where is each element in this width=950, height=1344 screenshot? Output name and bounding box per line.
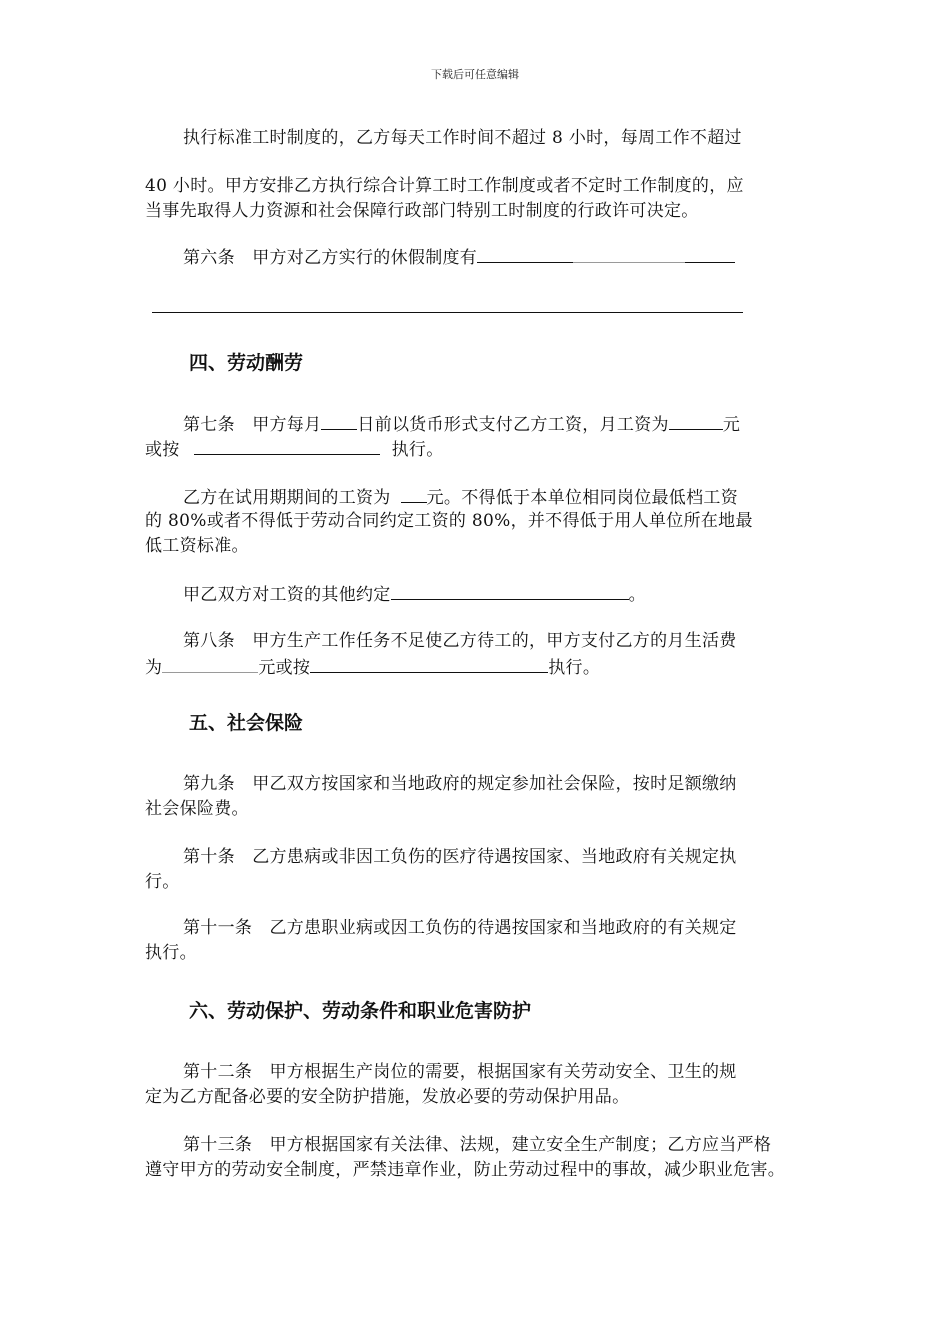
paragraph-line: 定为乙方配备必要的安全防护措施，发放必要的劳动保护用品。 xyxy=(145,1087,630,1107)
blank-field[interactable] xyxy=(685,246,735,263)
article-8-text: 执行。 xyxy=(548,658,601,678)
article-7-text: 日前以货币形式支付乙方工资，月工资为 xyxy=(357,415,669,435)
trial-wage-text: 乙方在试用期期间的工资为 xyxy=(183,488,391,508)
paragraph-line: 第十一条 乙方患职业病或因工负伤的待遇按国家和当地政府的有关规定 xyxy=(183,918,737,938)
paragraph-line: 第十二条 甲方根据生产岗位的需要，根据国家有关劳动安全、卫生的规 xyxy=(183,1062,737,1082)
article-7-text: 或按 xyxy=(145,440,180,460)
paragraph-line: 的 80%或者不得低于劳动合同约定工资的 80%，并不得低于用人单位所在地最 xyxy=(145,511,753,531)
blank-field[interactable] xyxy=(194,438,380,455)
trial-wage-text: 元。不得低于本单位相同岗位最低档工资 xyxy=(426,488,739,508)
paragraph-line: 执行。 xyxy=(145,943,197,963)
blank-field[interactable] xyxy=(477,246,573,263)
article-7 xyxy=(183,413,740,435)
blank-field[interactable] xyxy=(162,656,258,673)
trial-wage xyxy=(183,486,738,508)
paragraph-line: 执行标准工时制度的，乙方每天工作时间不超过 8 小时，每周工作不超过 xyxy=(183,128,742,148)
article-8-text: 为 xyxy=(145,658,163,678)
paragraph-line: 当事先取得人力资源和社会保障行政部门特别工时制度的行政许可决定。 xyxy=(145,201,699,221)
section-heading-5: 五、社会保险 xyxy=(189,712,304,734)
paragraph-line: 第九条 甲乙双方按国家和当地政府的规定参加社会保险，按时足额缴纳 xyxy=(183,774,737,794)
paragraph-line: 40 小时。甲方安排乙方执行综合计算工时工作制度或者不定时工作制度的，应 xyxy=(145,176,744,196)
article-8-cont xyxy=(145,656,600,678)
article-7-text: 第七条 甲方每月 xyxy=(183,415,322,435)
article-7-cont xyxy=(145,438,444,460)
other-agreement-text: 。 xyxy=(628,585,646,605)
blank-field[interactable] xyxy=(321,413,357,430)
article-6-text: 第六条 甲方对乙方实行的休假制度有 xyxy=(183,248,478,268)
blank-field[interactable] xyxy=(573,246,685,263)
article-7-text: 元 xyxy=(722,415,741,435)
other-agreement-text: 甲乙双方对工资的其他约定 xyxy=(183,585,391,605)
article-8-text: 元或按 xyxy=(258,658,311,678)
section-heading-4: 四、劳动酬劳 xyxy=(189,352,304,374)
blank-field[interactable] xyxy=(391,583,629,600)
paragraph-line: 第八条 甲方生产工作任务不足使乙方待工的，甲方支付乙方的月生活费 xyxy=(183,631,737,651)
blank-field[interactable] xyxy=(401,486,427,503)
article-7-text: 执行。 xyxy=(391,440,444,460)
page-header: 下载后可任意编辑 xyxy=(431,68,519,81)
paragraph-line: 第十三条 甲方根据国家有关法律、法规，建立安全生产制度；乙方应当严格 xyxy=(183,1135,772,1155)
article-6 xyxy=(183,246,735,268)
paragraph-line: 低工资标准。 xyxy=(145,536,249,556)
paragraph-line: 社会保险费。 xyxy=(145,799,249,819)
blank-field[interactable] xyxy=(669,413,723,430)
blank-line[interactable] xyxy=(152,312,743,313)
paragraph-line: 遵守甲方的劳动安全制度，严禁违章作业，防止劳动过程中的事故，减少职业危害。 xyxy=(145,1160,786,1180)
paragraph-line: 第十条 乙方患病或非因工负伤的医疗待遇按国家、当地政府有关规定执 xyxy=(183,847,737,867)
section-heading-6: 六、劳动保护、劳动条件和职业危害防护 xyxy=(189,1000,532,1022)
paragraph-line: 行。 xyxy=(145,872,180,892)
blank-field[interactable] xyxy=(310,656,548,673)
other-agreement xyxy=(183,583,646,605)
